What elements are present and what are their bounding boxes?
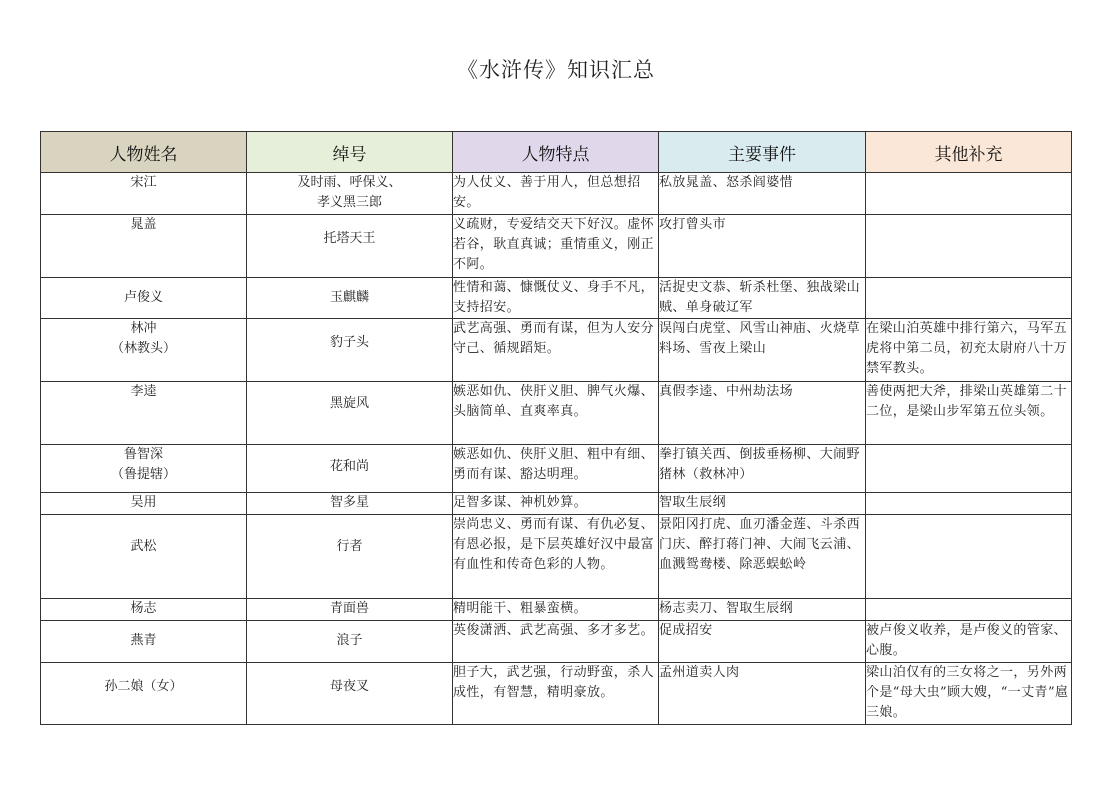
cell-nickname: 智多星 xyxy=(247,493,453,515)
header-nickname: 绰号 xyxy=(247,132,453,173)
cell-nickname: 玉麒麟 xyxy=(247,278,453,319)
cell-nickname: 及时雨、呼保义、 孝义黑三郎 xyxy=(247,173,453,215)
cell-traits: 英俊潇洒、武艺高强、多才多艺。 xyxy=(453,621,659,663)
cell-events: 攻打曾头市 xyxy=(659,215,866,278)
cell-name: 孙二娘（女） xyxy=(41,663,247,725)
cell-name: 鲁智深 （鲁提辖） xyxy=(41,445,247,493)
cell-traits: 胆子大，武艺强，行动野蛮，杀人成性，有智慧，精明豪放。 xyxy=(453,663,659,725)
header-extra: 其他补充 xyxy=(866,132,1072,173)
cell-name: 武松 xyxy=(41,515,247,599)
cell-extra: 被卢俊义收养，是卢俊义的管家、心腹。 xyxy=(866,621,1072,663)
cell-name: 林冲 （林教头） xyxy=(41,319,247,382)
table-row xyxy=(41,382,1072,445)
cell-extra xyxy=(866,278,1072,319)
table-row xyxy=(41,663,1072,725)
cell-extra xyxy=(866,445,1072,493)
cell-nickname: 浪子 xyxy=(247,621,453,663)
header-traits: 人物特点 xyxy=(453,132,659,173)
table-row xyxy=(41,173,1072,215)
cell-events: 私放晁盖、怒杀阎婆惜 xyxy=(659,173,866,215)
cell-nickname: 母夜叉 xyxy=(247,663,453,725)
table-row xyxy=(41,319,1072,382)
cell-traits: 嫉恶如仇、侠肝义胆、粗中有细、勇而有谋、豁达明理。 xyxy=(453,445,659,493)
cell-nickname: 行者 xyxy=(247,515,453,599)
table-row xyxy=(41,445,1072,493)
table-row xyxy=(41,493,1072,515)
table-header-row xyxy=(41,132,1072,173)
cell-extra xyxy=(866,599,1072,621)
cell-traits: 义疏财，专爱结交天下好汉。虚怀若谷，耿直真诚；重情重义，刚正不阿。 xyxy=(453,215,659,278)
cell-name: 宋江 xyxy=(41,173,247,215)
document-title: 《水浒传》知识汇总 xyxy=(457,58,655,82)
cell-nickname: 花和尚 xyxy=(247,445,453,493)
cell-name: 卢俊义 xyxy=(41,278,247,319)
cell-nickname: 黑旋风 xyxy=(247,382,453,445)
table-row xyxy=(41,621,1072,663)
cell-traits: 足智多谋、神机妙算。 xyxy=(453,493,659,515)
cell-events: 误闯白虎堂、风雪山神庙、火烧草料场、雪夜上梁山 xyxy=(659,319,866,382)
cell-events: 真假李逵、中州劫法场 xyxy=(659,382,866,445)
cell-name: 李逵 xyxy=(41,382,247,445)
table-row xyxy=(41,515,1072,599)
cell-name: 燕青 xyxy=(41,621,247,663)
cell-extra xyxy=(866,173,1072,215)
cell-events: 景阳冈打虎、血刃潘金莲、斗杀西门庆、醉打蒋门神、大闹飞云浦、血溅鸳鸯楼、除恶蜈蚣岭 xyxy=(659,515,866,599)
cell-name: 晁盖 xyxy=(41,215,247,278)
cell-name: 杨志 xyxy=(41,599,247,621)
cell-extra xyxy=(866,493,1072,515)
cell-nickname: 托塔天王 xyxy=(247,215,453,278)
cell-nickname: 豹子头 xyxy=(247,319,453,382)
cell-extra xyxy=(866,215,1072,278)
cell-extra: 梁山泊仅有的三女将之一，另外两个是“母大虫”顾大嫂，“一丈青”扈三娘。 xyxy=(866,663,1072,725)
table-row xyxy=(41,278,1072,319)
cell-name: 吴用 xyxy=(41,493,247,515)
cell-traits: 精明能干、粗暴蛮横。 xyxy=(453,599,659,621)
knowledge-table xyxy=(40,131,1072,725)
cell-events: 拳打镇关西、倒拔垂杨柳、大闹野猪林（救林冲） xyxy=(659,445,866,493)
cell-traits: 武艺高强、勇而有谋，但为人安分守己、循规蹈矩。 xyxy=(453,319,659,382)
cell-events: 活捉史文恭、斩杀杜堡、独战梁山贼、单身破辽军 xyxy=(659,278,866,319)
cell-events: 促成招安 xyxy=(659,621,866,663)
cell-traits: 崇尚忠义、勇而有谋、有仇必复、有恩必报，是下层英雄好汉中最富有血性和传奇色彩的人物。 xyxy=(453,515,659,599)
header-events: 主要事件 xyxy=(659,132,866,173)
cell-traits: 嫉恶如仇、侠肝义胆、脾气火爆、头脑简单、直爽率真。 xyxy=(453,382,659,445)
cell-traits: 性情和蔼、慷慨仗义、身手不凡，支持招安。 xyxy=(453,278,659,319)
cell-events: 孟州道卖人肉 xyxy=(659,663,866,725)
cell-nickname: 青面兽 xyxy=(247,599,453,621)
cell-events: 杨志卖刀、智取生辰纲 xyxy=(659,599,866,621)
cell-extra: 在梁山泊英雄中排行第六，马军五虎将中第二员，初充太尉府八十万禁军教头。 xyxy=(866,319,1072,382)
cell-traits: 为人仗义、善于用人，但总想招安。 xyxy=(453,173,659,215)
cell-extra xyxy=(866,515,1072,599)
table-row xyxy=(41,599,1072,621)
cell-extra: 善使两把大斧，排梁山英雄第二十二位，是梁山步军第五位头领。 xyxy=(866,382,1072,445)
cell-events: 智取生辰纲 xyxy=(659,493,866,515)
header-name: 人物姓名 xyxy=(41,132,247,173)
table-row xyxy=(41,215,1072,278)
